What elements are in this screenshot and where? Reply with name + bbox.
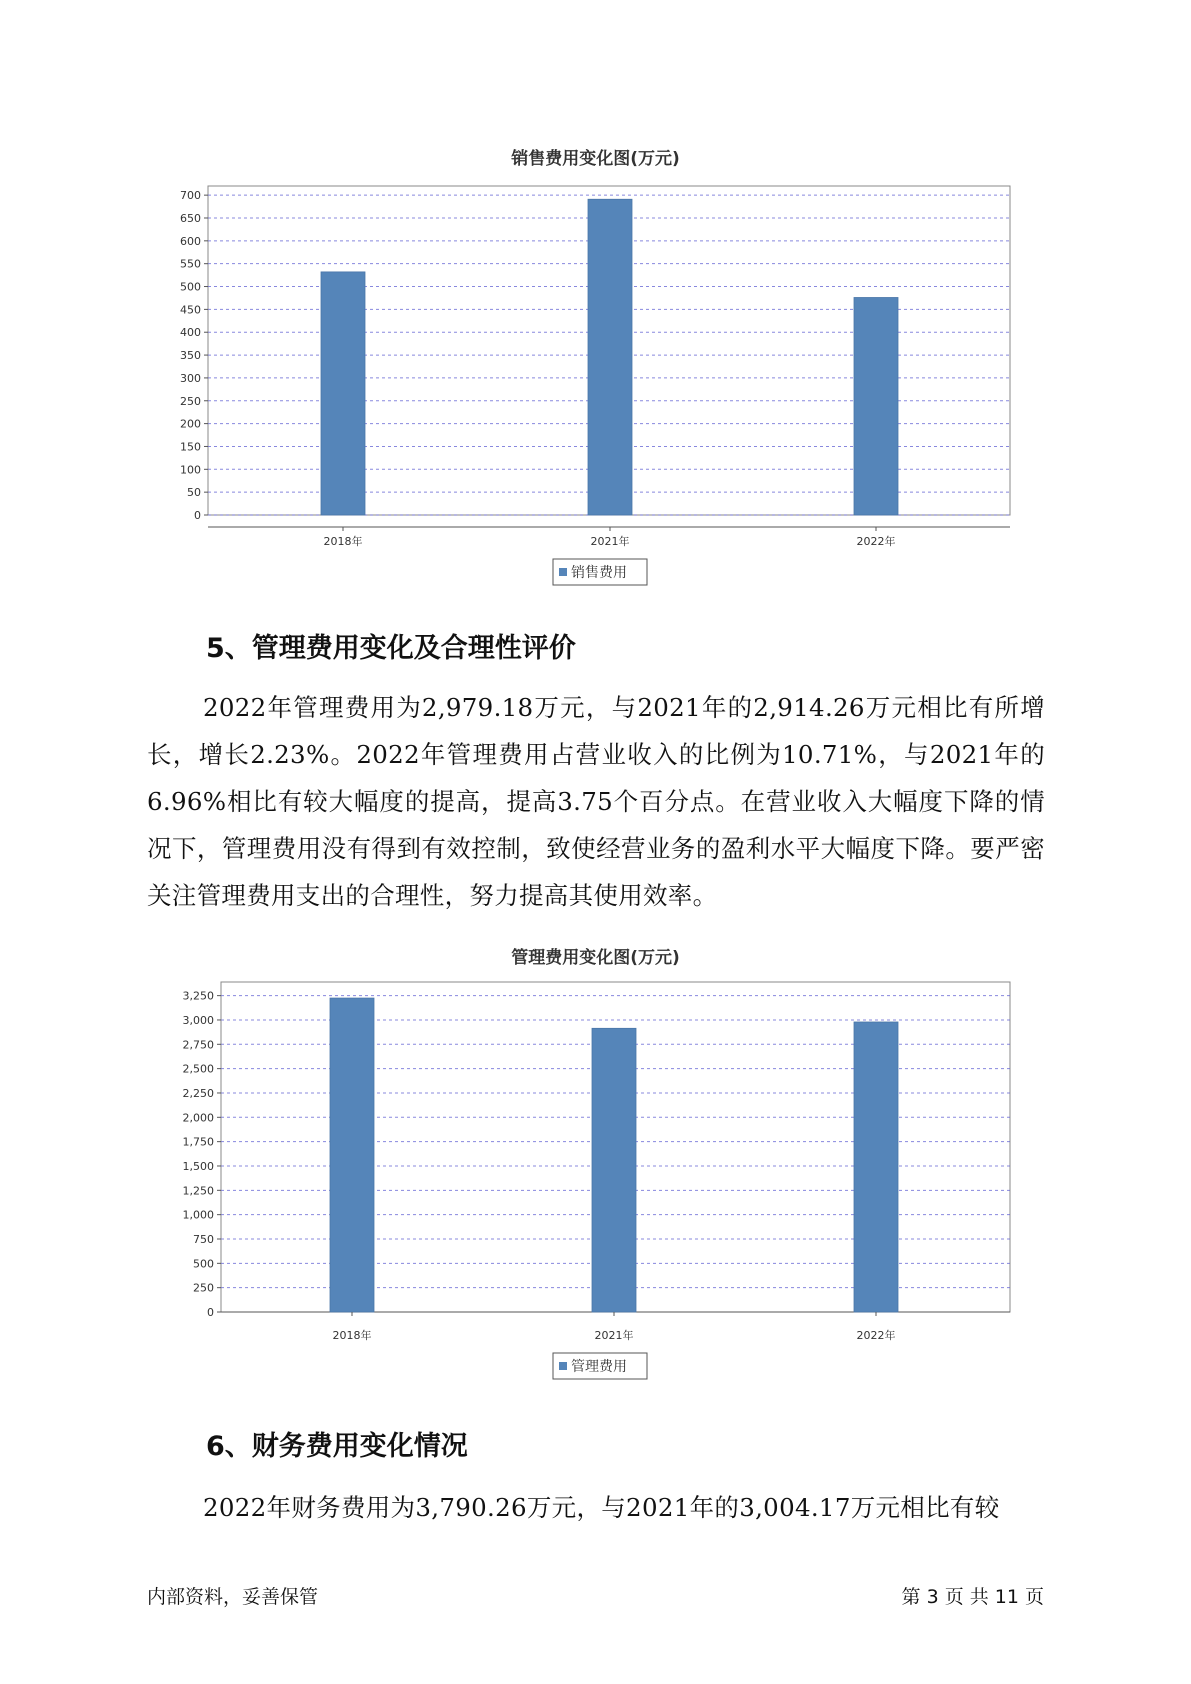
x-tick-label: 2021年 — [594, 1329, 634, 1342]
bar — [330, 998, 374, 1312]
y-tick-label: 500 — [193, 1257, 214, 1271]
y-tick-label: 2,750 — [182, 1038, 214, 1052]
y-tick-label: 1,750 — [182, 1135, 214, 1149]
y-tick-label: 0 — [194, 509, 201, 522]
bar — [592, 1028, 636, 1312]
y-tick-label: 250 — [193, 1281, 214, 1295]
y-tick-label: 450 — [180, 303, 201, 317]
y-tick-label: 2,250 — [182, 1086, 214, 1100]
y-tick-label: 3,000 — [182, 1013, 214, 1027]
chart-title-sales: 销售费用变化图(万元) — [511, 149, 680, 169]
y-tick-label: 100 — [180, 463, 201, 477]
section-6-paragraph: 2022年财务费用为3,790.26万元，与2021年的3,004.17万元相比有较 — [203, 1493, 1000, 1522]
y-tick-label: 150 — [180, 440, 201, 454]
y-tick-label: 650 — [180, 211, 201, 225]
y-tick-label: 3,250 — [182, 989, 214, 1003]
y-tick-label: 550 — [180, 257, 201, 271]
x-tick-label: 2021年 — [590, 535, 630, 548]
section-5-heading: 5、管理费用变化及合理性评价 — [206, 633, 576, 664]
y-tick-label: 500 — [180, 280, 201, 294]
x-tick-label: 2022年 — [856, 535, 896, 548]
x-tick-label: 2022年 — [856, 1329, 896, 1342]
y-tick-label: 1,500 — [182, 1159, 214, 1173]
y-tick-label: 1,000 — [182, 1208, 214, 1222]
y-tick-label: 2,500 — [182, 1062, 214, 1076]
footer-page-number: 第 3 页 共 11 页 — [901, 1586, 1044, 1608]
y-tick-label: 300 — [180, 371, 201, 385]
y-tick-label: 700 — [180, 189, 201, 203]
section-5-paragraph: 2022年管理费用为2,979.18万元，与2021年的2,914.26万元相比有所增长，增长2.23%。2022年管理费用占营业收入的比例为10.71%，与2021年的6.96%相比有较大幅度的提高，提高3.75个百分点。在营业收入大幅度下降的情况下，管理费用没有得到有效控制，致使经营业务的盈利水平大幅度下降。要严密关注管理费用支出的合理性，努力提高其使用效率。 — [147, 693, 1046, 910]
y-tick-label: 600 — [180, 234, 201, 248]
x-tick-label: 2018年 — [332, 1329, 372, 1342]
y-tick-label: 1,250 — [182, 1184, 214, 1198]
footer-confidential: 内部资料，妥善保管 — [147, 1586, 319, 1608]
y-tick-label: 250 — [180, 394, 201, 408]
y-tick-label: 50 — [187, 486, 201, 500]
x-tick-label: 2018年 — [323, 535, 363, 548]
y-tick-label: 200 — [180, 417, 201, 431]
bar — [854, 1022, 898, 1312]
legend-label: 销售费用 — [571, 565, 627, 581]
y-tick-label: 750 — [193, 1232, 214, 1246]
y-tick-label: 350 — [180, 349, 201, 363]
legend-swatch — [559, 1362, 567, 1370]
legend-label: 管理费用 — [571, 1359, 627, 1375]
y-tick-label: 2,000 — [182, 1111, 214, 1125]
section-6-heading: 6、财务费用变化情况 — [206, 1431, 468, 1462]
y-tick-label: 0 — [207, 1306, 214, 1319]
chart-title-admin: 管理费用变化图(万元) — [511, 948, 680, 968]
y-tick-label: 400 — [180, 326, 201, 340]
